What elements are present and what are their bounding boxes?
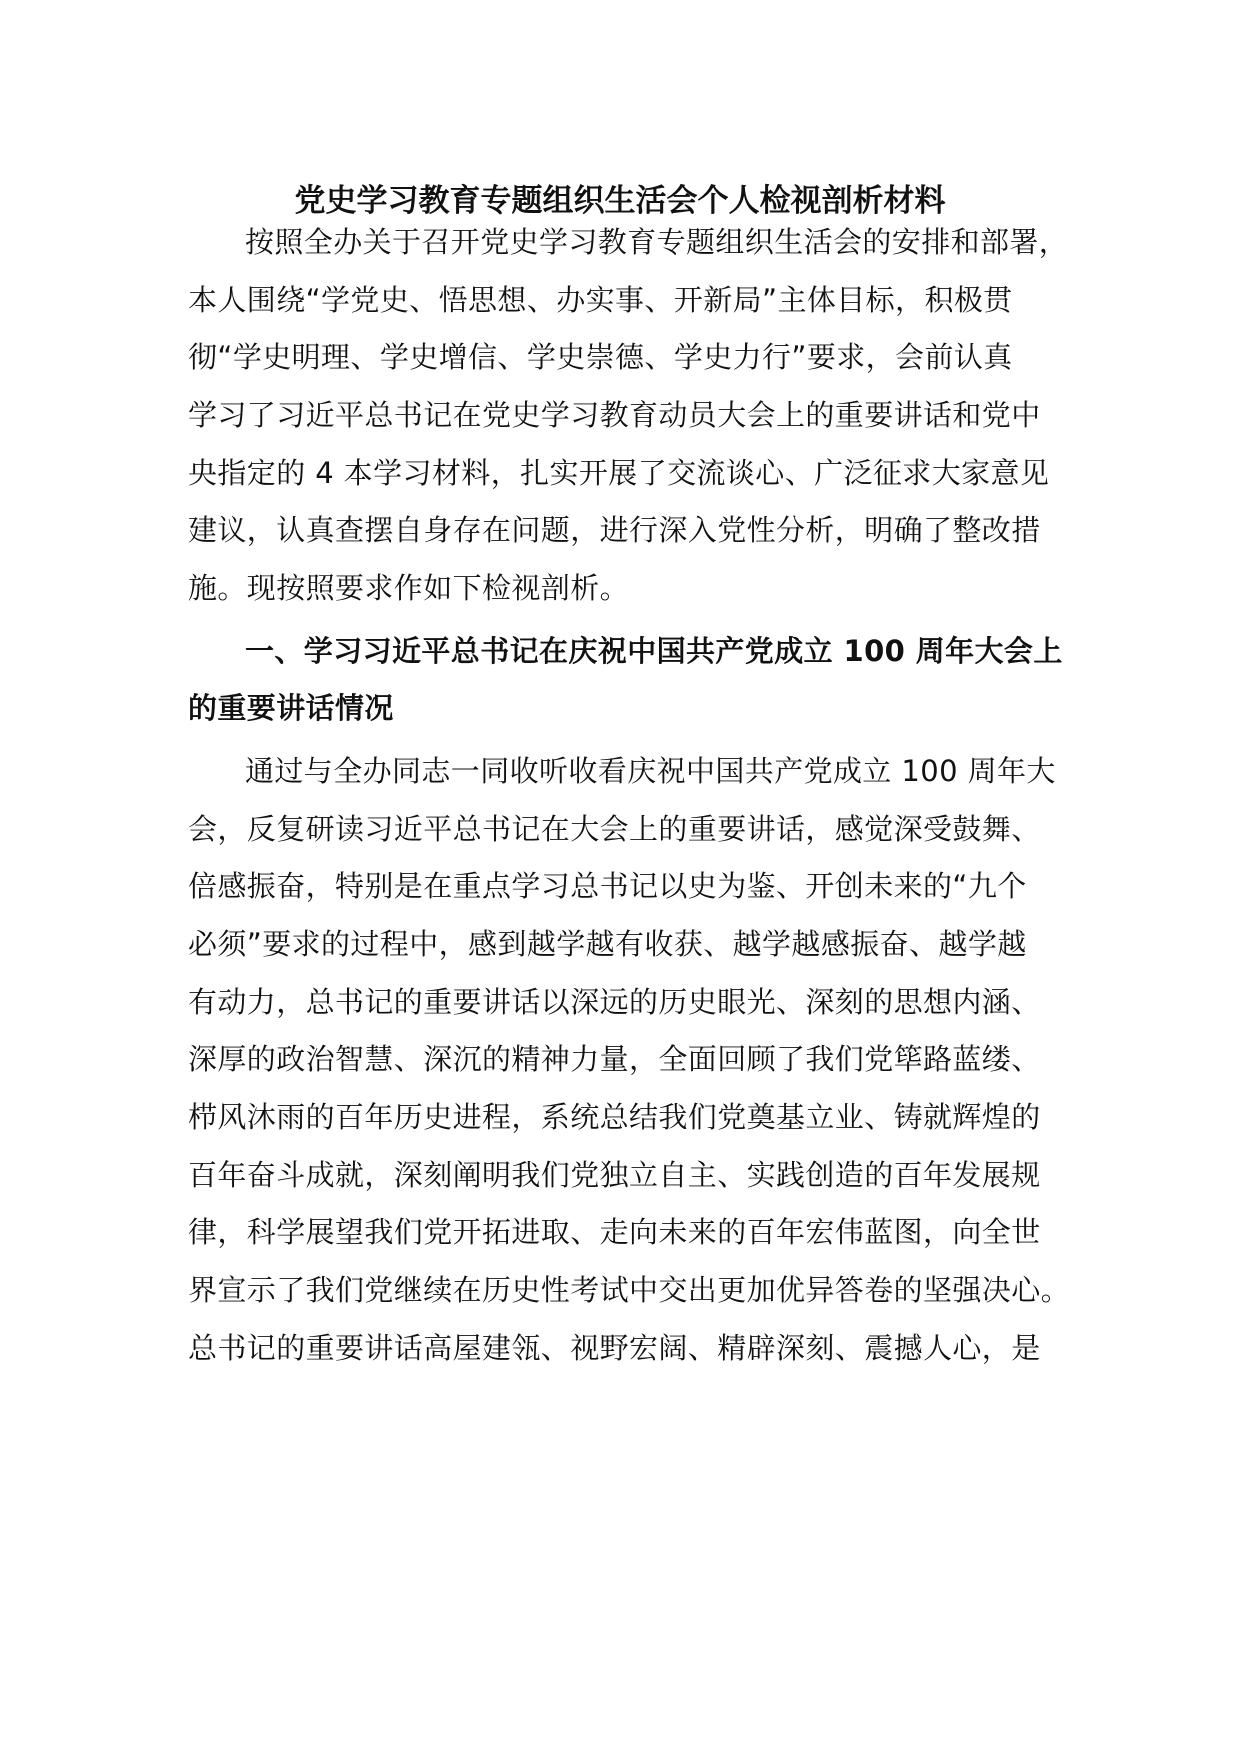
paragraph-1-line-4: 学习了习近平总书记在党史学习教育动员大会上的重要讲话和党中 xyxy=(188,398,1041,432)
paragraph-2-line-6: 深厚的政治智慧、深沉的精神力量，全面回顾了我们党筚路蓝缕、 xyxy=(188,1042,1041,1076)
paragraph-2-line-10: 界宣示了我们党继续在历史性考试中交出更加优异答卷的坚强决心。 xyxy=(188,1273,1071,1307)
paragraph-1-line-2: 本人围绕“学党史、悟思想、办实事、开新局”主体目标，积极贯 xyxy=(188,283,1013,317)
paragraph-2-line-1: 通过与全办同志一同收听收看庆祝中国共产党成立 100 周年大 xyxy=(245,754,1056,788)
paragraph-1-line-5: 央指定的 4 本学习材料，扎实开展了交流谈心、广泛征求大家意见 xyxy=(188,456,1050,490)
paragraph-1-line-7: 施。现按照要求作如下检视剖析。 xyxy=(188,571,630,605)
paragraph-1-line-3: 彻“学史明理、学史增信、学史崇德、学史力行”要求，会前认真 xyxy=(188,340,1013,374)
paragraph-2-line-11: 总书记的重要讲话高屋建瓴、视野宏阔、精辟深刻、震撼人心，是 xyxy=(188,1331,1041,1365)
paragraph-2-line-8: 百年奋斗成就，深刻阐明我们党独立自主、实践创造的百年发展规 xyxy=(188,1158,1041,1192)
section-heading-line-2: 的重要讲话情况 xyxy=(188,691,394,725)
document-title: 党史学习教育专题组织生活会个人检视剖析材料 xyxy=(294,183,946,219)
section-heading-line-1: 一、学习习近平总书记在庆祝中国共产党成立 100 周年大会上 xyxy=(245,634,1063,668)
paragraph-2-line-4: 必须”要求的过程中，感到越学越有收获、越学越感振奋、越学越 xyxy=(188,927,1027,961)
paragraph-1-line-6: 建议，认真查摆自身存在问题，进行深入党性分析，明确了整改措 xyxy=(188,513,1041,547)
paragraph-2-line-2: 会，反复研读习近平总书记在大会上的重要讲话，感觉深受鼓舞、 xyxy=(188,812,1041,846)
paragraph-2-line-9: 律，科学展望我们党开拓进取、走向未来的百年宏伟蓝图，向全世 xyxy=(188,1215,1041,1249)
paragraph-1-line-1: 按照全办关于召开党史学习教育专题组织生活会的安排和部署， xyxy=(245,225,1069,259)
paragraph-2-line-3: 倍感振奋，特别是在重点学习总书记以史为鉴、开创未来的“九个 xyxy=(188,869,1027,903)
paragraph-2-line-7: 栉风沐雨的百年历史进程，系统总结我们党奠基立业、铸就辉煌的 xyxy=(188,1100,1041,1134)
paragraph-2-line-5: 有动力，总书记的重要讲话以深远的历史眼光、深刻的思想内涵、 xyxy=(188,985,1041,1019)
